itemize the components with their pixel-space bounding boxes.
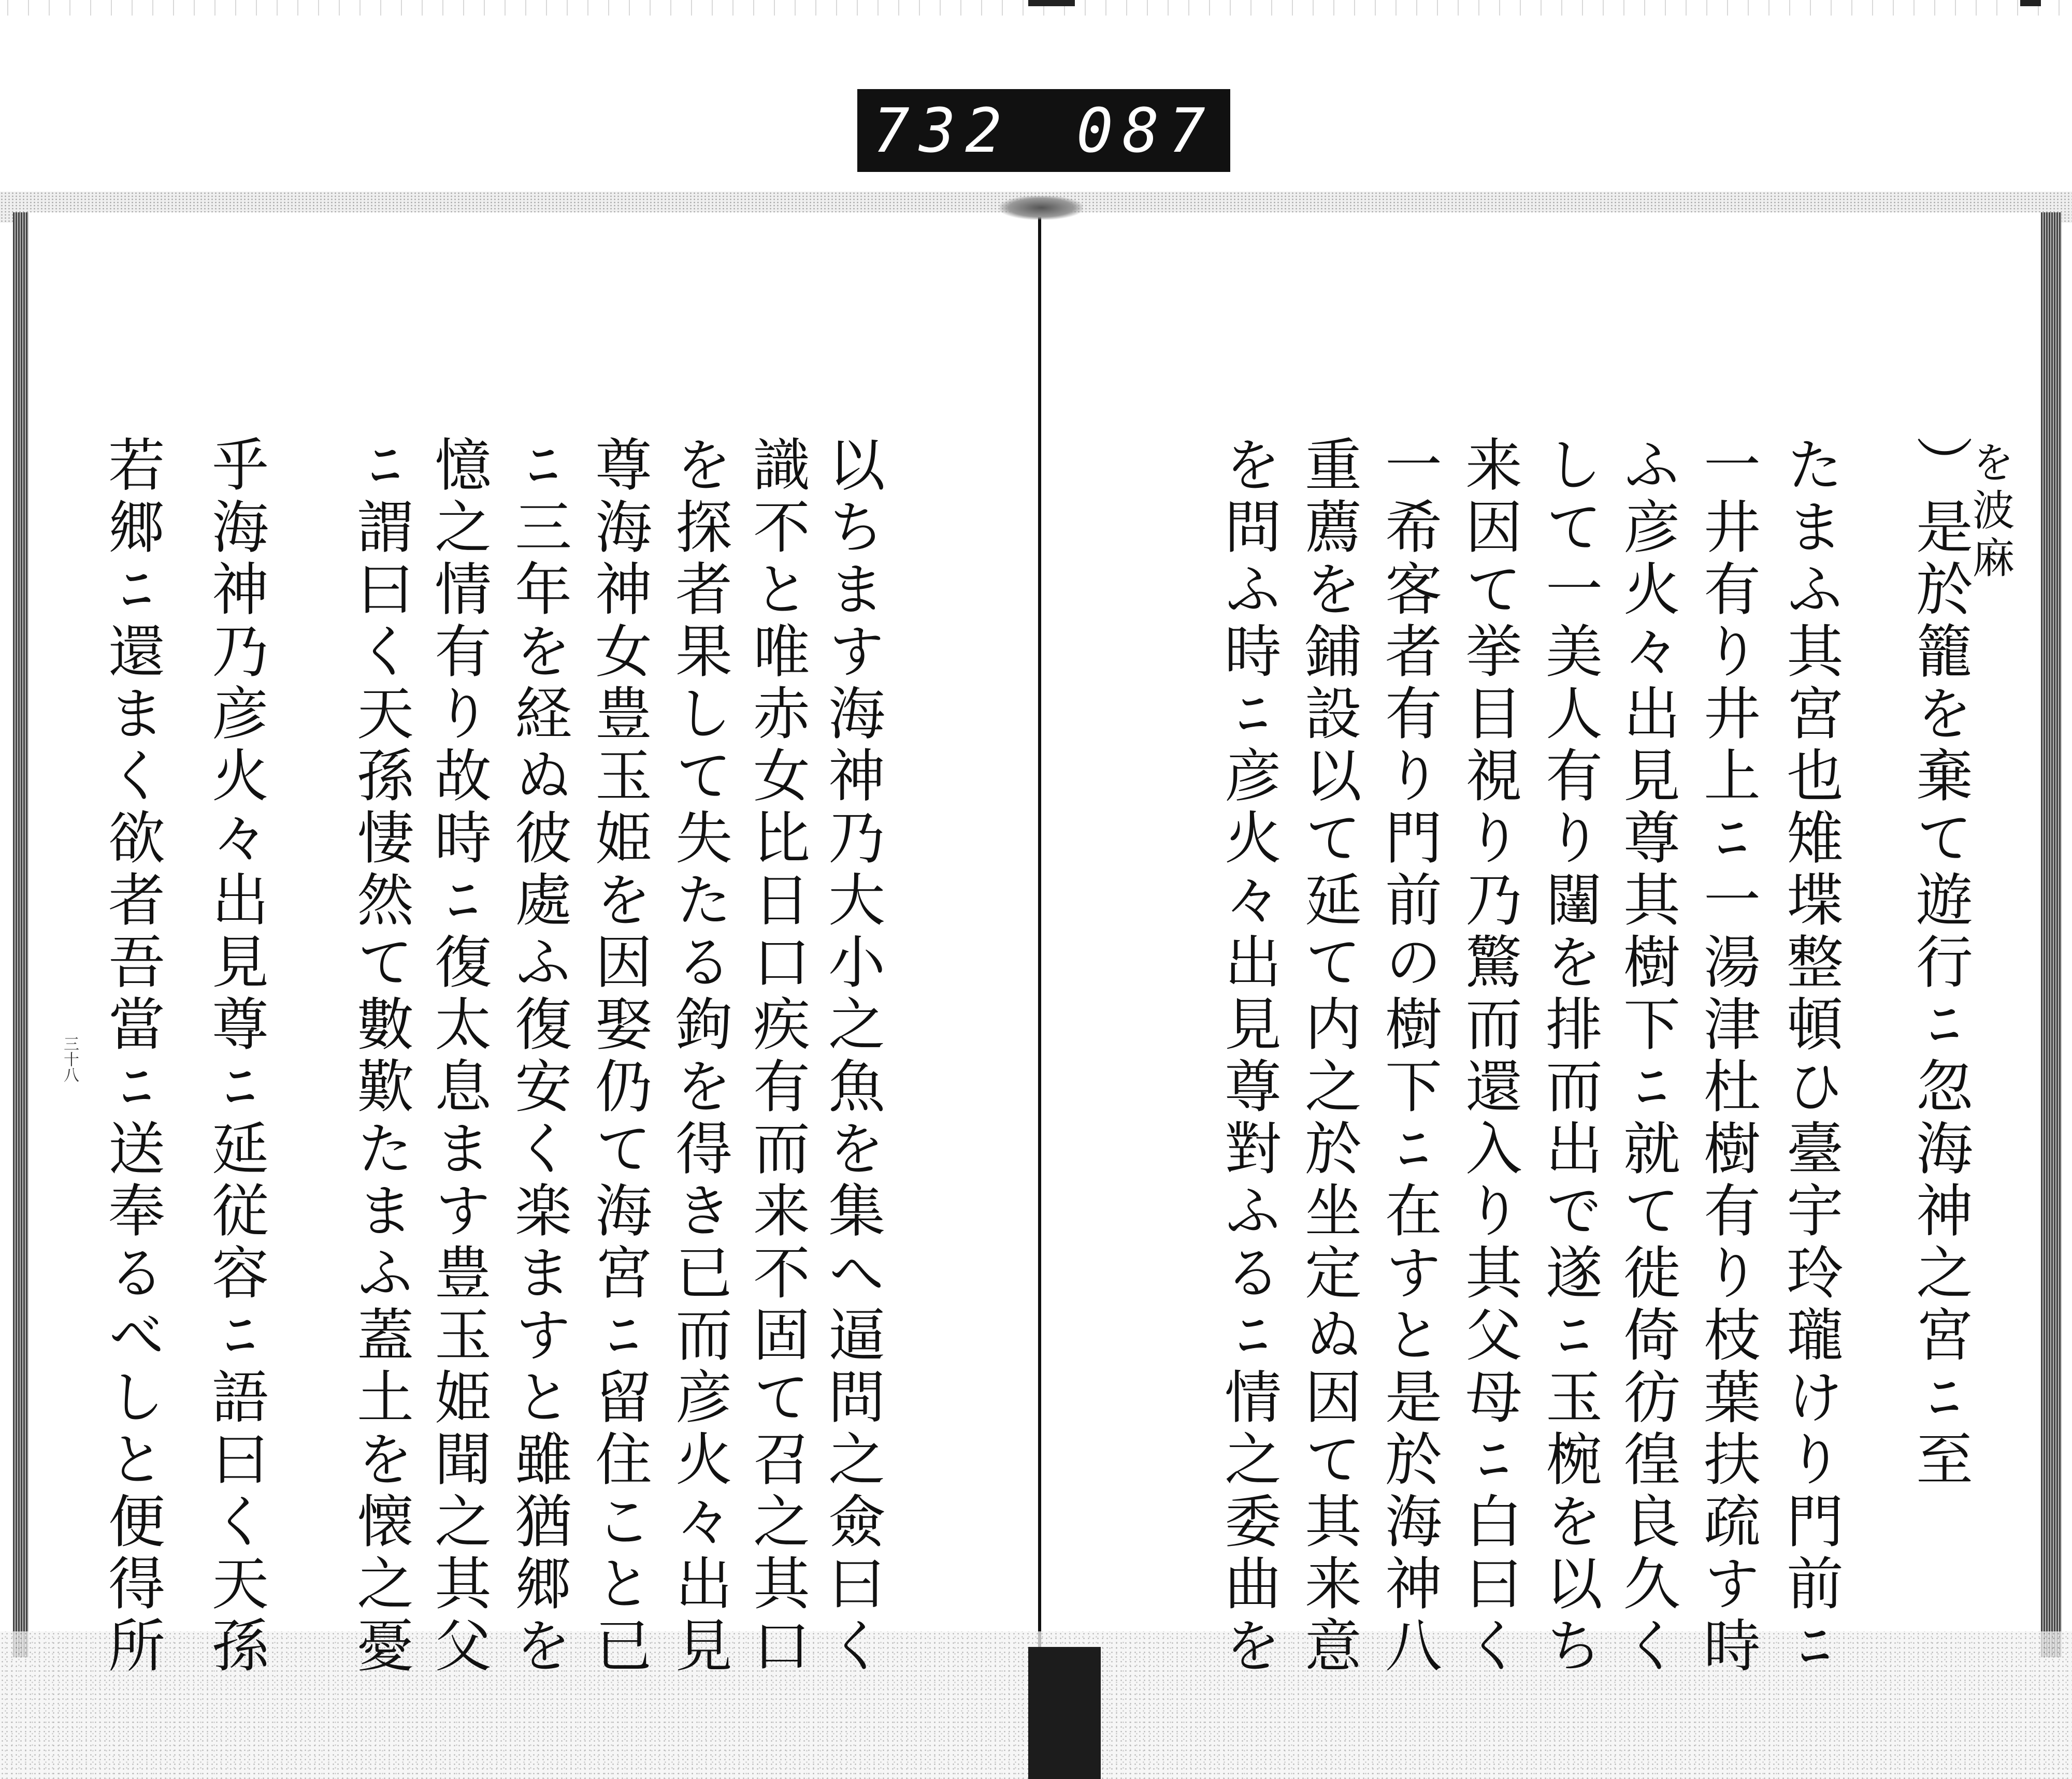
text-column: 乎海神乃彦火々出見尊ﾆ延従容ﾆ語曰く天孫 [203, 435, 269, 1678]
text-column: 来因て挙目視り乃驚而還入り其父母ﾆ白曰く [1456, 435, 1522, 1678]
frame-number-right: 087 [1076, 95, 1215, 166]
text-column: して一美人有り闥を排而出で遂ﾆ玉椀を以ち [1536, 435, 1603, 1678]
book-spine-top [1000, 196, 1083, 220]
scan-top-mark [2020, 0, 2041, 6]
text-column-note: を波麻 [1965, 440, 2015, 583]
text-column: 憶之情有り故時ﾆ復太息ます豊玉姫聞之其父 [425, 435, 492, 1678]
text-column: 識不と唯赤女比日口疾有而来不固て召之其口 [744, 435, 810, 1678]
scan-top-mark [1028, 0, 1075, 6]
folio-number: 三十八 [61, 1036, 79, 1082]
left-page-edge [13, 212, 28, 1657]
text-column: 若郷ﾆ還まく欲者吾當ﾆ送奉るべしと便得所 [99, 435, 165, 1678]
right-page-edge [2041, 212, 2062, 1657]
text-column: 一井有り井上ﾆ一湯津杜樹有り枝葉扶疏す時 [1694, 435, 1761, 1678]
text-column: を探者果して失たる鉤を得き已而彦火々出見 [666, 435, 732, 1678]
text-column: を問ふ時ﾆ彦火々出見尊對ふるﾆ情之委曲を [1215, 435, 1282, 1678]
text-column: ﾆ三年を経ぬ彼處ふ復安く楽ますと雖猶郷を [506, 435, 572, 1678]
text-column: ふ彦火々出見尊其樹下ﾆ就て徙倚彷徨良久く [1614, 435, 1680, 1678]
text-column: 重薦を鋪設以て延て内之於坐定ぬ因て其来意 [1296, 435, 1362, 1678]
text-column: 以ちます海神乃大小之魚を集へ逼問之僉曰く [819, 435, 885, 1678]
book-spine-bottom [1028, 1647, 1101, 1779]
text-column: 一希客者有り門前の樹下ﾆ在すと是於海神八 [1376, 435, 1442, 1678]
text-column: ﾆ謂曰く天孫悽然て數歎たまふ蓋土を懐之憂 [348, 435, 414, 1678]
text-column: ）是於籠を棄て遊行ﾆ忽海神之宮ﾆ至 [1907, 435, 1973, 1492]
text-column: 尊海神女豊玉姫を因娶仍て海宮ﾆ留住こと已 [586, 435, 652, 1678]
text-column: たまふ其宮也雉堞整頓ひ臺宇玲瓏けり門前ﾆ [1777, 435, 1844, 1678]
frame-number-label [857, 89, 1230, 172]
frame-number-left: 732 [873, 95, 1012, 166]
